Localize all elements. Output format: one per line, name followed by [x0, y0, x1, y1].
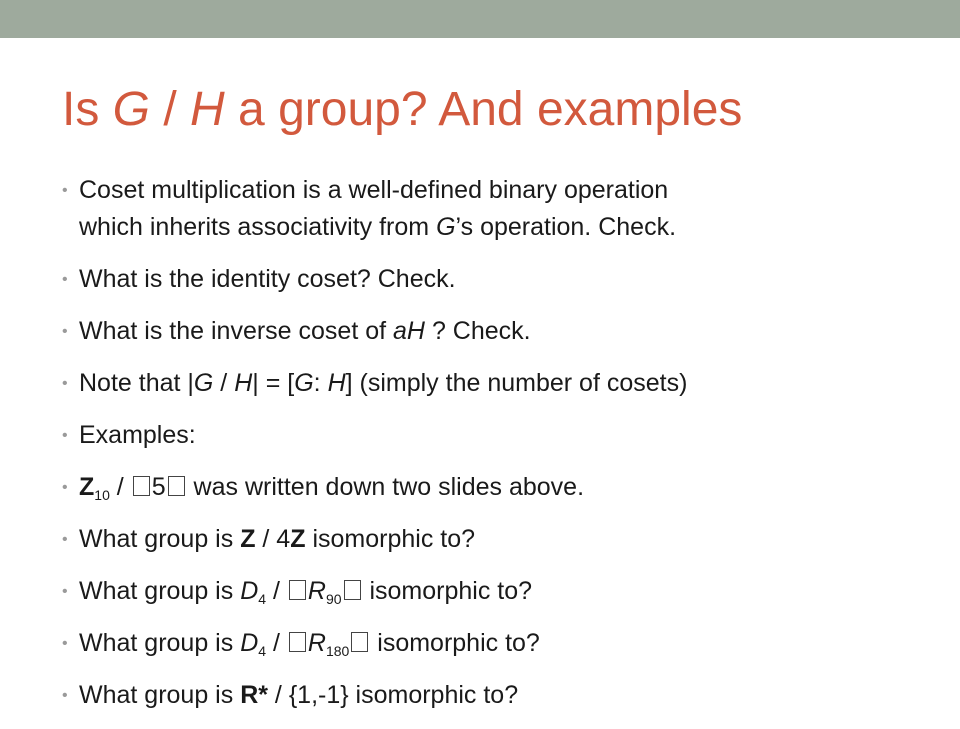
- bullet-dot: •: [62, 479, 68, 496]
- missing-glyph-box: [351, 632, 368, 652]
- bullet-item: • What group is $D_4 / R_{90}$ isomorphic to?: [62, 573, 942, 610]
- bullet-item: • Examples:: [62, 417, 942, 454]
- bullet-item: • What group is $D_4 / R_{180}$ isomorphic to?: [62, 625, 942, 662]
- bullet-dot: •: [62, 583, 68, 600]
- slide-title: Is G / H a group? And examples: [62, 83, 743, 136]
- bullet-dot: •: [62, 323, 68, 340]
- missing-glyph-box: [133, 476, 150, 496]
- bullet-dot: •: [62, 531, 68, 548]
- bullet-item: • $Z_{10} / 5$ was written down two slides above.: [62, 469, 942, 506]
- bullet-item: • What is the identity coset? Check.: [62, 261, 942, 298]
- bullet-item: • What group is Z / 4Z isomorphic to?: [62, 521, 942, 558]
- missing-glyph-box: [289, 580, 306, 600]
- missing-glyph-box: [168, 476, 185, 496]
- missing-glyph-box: [344, 580, 361, 600]
- top-accent-bar: [0, 0, 960, 38]
- bullet-dot: •: [62, 427, 68, 444]
- bullet-item: • What is the inverse coset of aH ? Check.: [62, 313, 942, 350]
- bullet-dot: •: [62, 635, 68, 652]
- bullet-list: [62, 172, 942, 729]
- bullet-dot: •: [62, 687, 68, 704]
- missing-glyph-box: [289, 632, 306, 652]
- bullet-dot: •: [62, 271, 68, 288]
- bullet-item: • What group is R* / {1,-1} isomorphic to?: [62, 677, 942, 714]
- bullet-dot: •: [62, 182, 68, 199]
- bullet-dot: •: [62, 375, 68, 392]
- bullet-item: • Coset multiplication is a well-defined binary operation which inherits associativity from G’s operation. Check.: [62, 172, 942, 246]
- bullet-item: • Note that |G / H| = [G: H] (simply the number of cosets): [62, 365, 942, 402]
